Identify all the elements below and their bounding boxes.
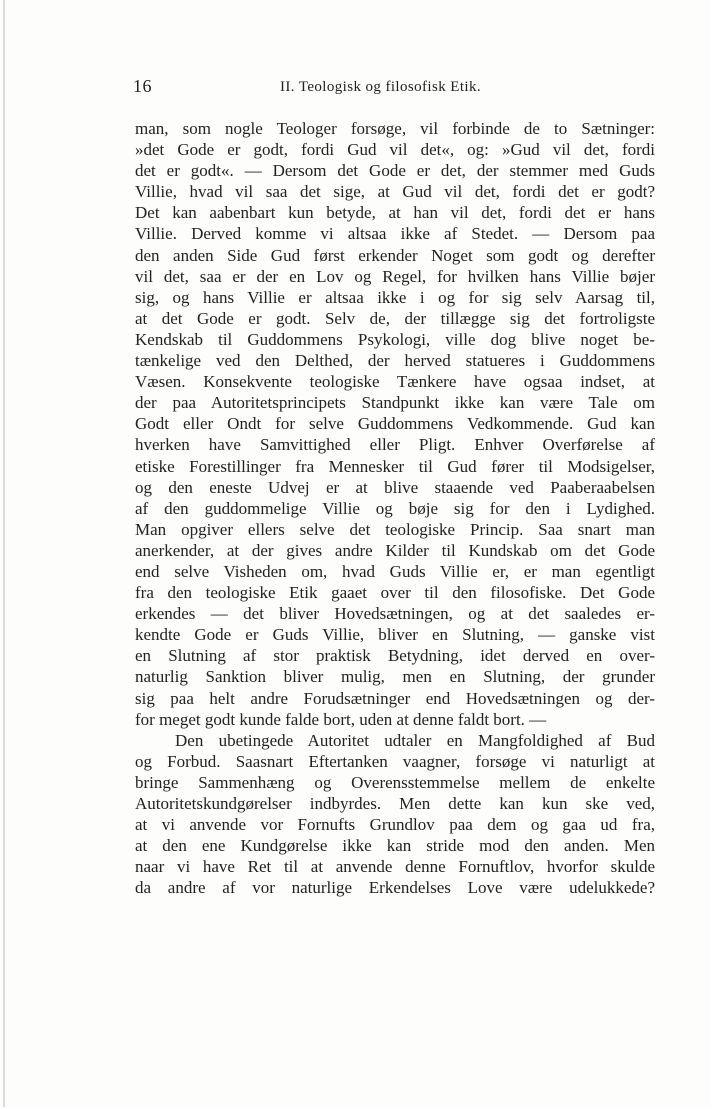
paragraph-2 <box>135 730 655 899</box>
text-line: Villie, hvad vil saa det sige, at Gud vil det, fordi det er godt? <box>135 182 655 202</box>
text-line: Kendskab til Guddommens Psykologi, ville dog blive noget be- <box>135 329 655 349</box>
text-line: Autoritetskundgørelser indbyrdes. Men dette kan kun ske ved, <box>135 794 655 813</box>
text-line: hverken have Samvittighed eller Pligt. Enhver Overførelse af <box>135 435 655 455</box>
text-line: en Slutning af stor praktisk Betydning, idet derved en over- <box>135 646 655 666</box>
page-number: 16 <box>133 76 152 96</box>
text-line: den anden Side Gud først erkender Noget som godt og derefter <box>135 245 655 265</box>
text-line: og den eneste Udvej er at blive staaende ved Paaberaabelsen <box>135 477 655 497</box>
text-line: naturlig Sanktion bliver mulig, men en Slutning, der grunder <box>135 667 655 687</box>
text-line: tænkelige ved den Delthed, der herved statueres i Guddommens <box>135 351 655 371</box>
text-line: at vi anvende vor Fornufts Grundlov paa dem og gaa ud fra, <box>135 815 655 835</box>
text-line: det er godt«. — Dersom det Gode er det, der stemmer med Guds <box>135 161 655 181</box>
text-line: Det kan aabenbart kun betyde, at han vil det, fordi det er hans <box>135 203 655 223</box>
text-line: at den ene Kundgørelse ikke kan stride mod den anden. Men <box>135 836 655 856</box>
text-line: naar vi have Ret til at anvende denne Fornuftlov, hvorfor skulde <box>135 857 655 877</box>
text-line: Den ubetingede Autoritet udtaler en Mangfoldighed af Bud <box>175 730 655 750</box>
text-line: bringe Sammenhæng og Overensstemmelse mellem de enkelte <box>135 772 655 792</box>
text-line: etiske Forestillinger fra Mennesker til Gud fører til Modsigelser, <box>135 456 655 476</box>
text-line: sig paa helt andre Forudsætninger end Hovedsætningen og der- <box>135 688 655 708</box>
text-line: da andre af vor naturlige Erkendelses Love være udelukkede? <box>135 878 655 898</box>
text-line: end selve Visheden om, hvad Guds Villie er, er man egentligt <box>135 561 655 581</box>
text-line: fra den teologiske Etik gaaet over til den filosofiske. Det Gode <box>135 583 655 603</box>
text-line: kendte Gode er Guds Villie, bliver en Slutning, — ganske vist <box>135 625 655 645</box>
paragraph-1 <box>135 118 655 730</box>
text-line: anerkender, at der gives andre Kilder til Kundskab om det Gode <box>135 540 655 560</box>
text-line: Villie. Derved komme vi altsaa ikke af Stedet. — Dersom paa <box>135 224 655 244</box>
book-page <box>3 0 711 1107</box>
text-line: der paa Autoritetsprincipets Standpunkt ikke kan være Tale om <box>135 393 655 413</box>
running-title: II. Teologisk og filosofisk Etik. <box>280 79 482 95</box>
text-line: Godt eller Ondt for selve Guddommens Vedkommende. Gud kan <box>135 414 655 434</box>
text-line: »det Gode er godt, fordi Gud vil det«, og: »Gud vil det, fordi <box>135 140 655 160</box>
text-line: af den guddommelige Villie og bøje sig for den i Lydighed. <box>135 498 655 518</box>
text-line: vil det, saa er der en Lov og Regel, for hvilken hans Villie bøjer <box>135 266 655 286</box>
text-line: og Forbud. Saasnart Eftertanken vaagner, forsøge vi naturligt at <box>135 751 655 771</box>
text-line: sig, og hans Villie er altsaa ikke i og for sig selv Aarsag til, <box>135 287 655 307</box>
text-line: erkendes — det bliver Hovedsætningen, og at det saaledes er- <box>135 604 655 624</box>
body-text <box>135 118 655 898</box>
text-line: for meget godt kunde falde bort, uden at denne faldt bort. — <box>135 709 547 729</box>
text-line: man, som nogle Teologer forsøge, vil forbinde de to Sætninger: <box>135 119 655 138</box>
text-line: at det Gode er godt. Selv de, der tillægge sig det fortroligste <box>135 308 655 328</box>
text-line: Væsen. Konsekvente teologiske Tænkere have ogsaa indset, at <box>135 372 655 392</box>
text-line: Man opgiver ellers selve det teologiske Princip. Saa snart man <box>135 519 655 539</box>
